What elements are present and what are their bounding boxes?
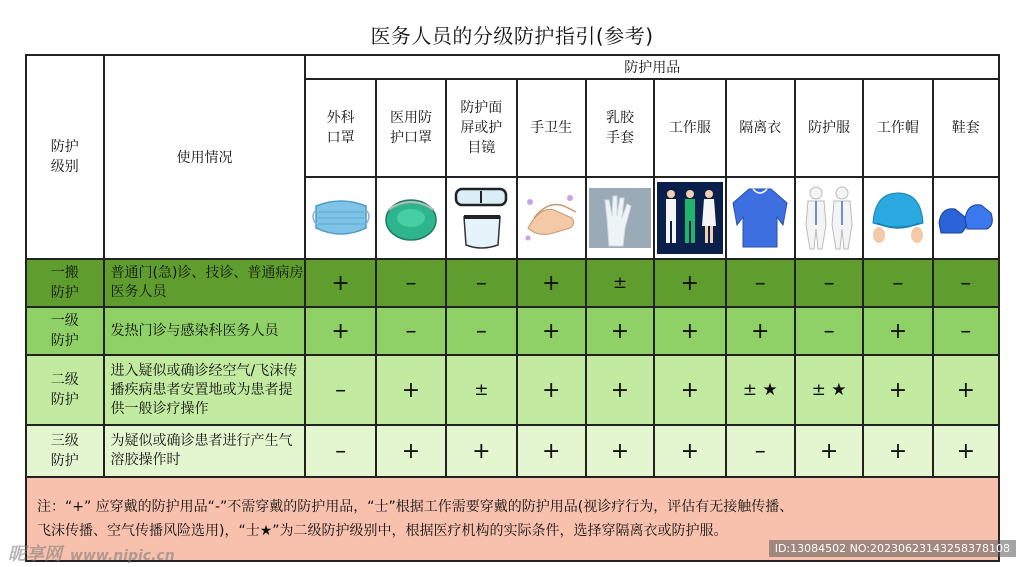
mark-cell: + <box>517 259 586 307</box>
hand-washing-icon <box>517 177 586 259</box>
mark-cell: + <box>376 425 446 477</box>
mark-cell: + <box>654 425 725 477</box>
item-header-latex-gloves: 乳胶手套 <box>586 79 654 177</box>
mark-cell: – <box>933 259 999 307</box>
mark-cell: – <box>446 307 516 355</box>
item-header-protective-suit: 防护服 <box>795 79 863 177</box>
item-header-hand-hygiene: 手卫生 <box>517 79 586 177</box>
surgical-mask-icon <box>305 177 375 259</box>
page-title: 医务人员的分级防护指引(参考) <box>370 24 654 48</box>
mark-cell: + <box>654 355 725 425</box>
mark-cell: + <box>446 425 516 477</box>
mark-cell: + <box>726 307 795 355</box>
n95-mask-icon <box>376 177 446 259</box>
mark-cell: + <box>863 355 932 425</box>
level-column-header: 防护级别 <box>26 55 104 259</box>
mark-cell: + <box>795 425 863 477</box>
usage-column-header: 使用情况 <box>104 55 306 259</box>
table-row <box>26 425 999 477</box>
mark-cell: + <box>586 355 654 425</box>
protection-guide-table <box>25 54 1000 562</box>
isolation-gown-icon <box>726 177 795 259</box>
mark-cell: + <box>517 425 586 477</box>
item-header-work-uniform: 工作服 <box>654 79 725 177</box>
shoe-cover-icon <box>933 177 999 259</box>
table-row <box>26 355 999 425</box>
mark-cell: + <box>376 355 446 425</box>
item-header-work-cap: 工作帽 <box>863 79 932 177</box>
goggles-face-shield-icon <box>446 177 516 259</box>
mark-cell: – <box>446 259 516 307</box>
mark-cell: + <box>586 307 654 355</box>
mark-cell: – <box>376 259 446 307</box>
mark-cell: + <box>305 307 375 355</box>
level-cell: 一搬防护 <box>26 259 104 307</box>
mark-cell: – <box>726 425 795 477</box>
note-line-2: 飞沫传播、空气传播风险选用)，“士★”为二级防护级别中，根据医疗机构的实际条件，选择穿隔离衣或防护服。 <box>37 523 728 539</box>
mark-cell: ± ★ <box>795 355 863 425</box>
mark-cell: ± ★ <box>726 355 795 425</box>
latex-gloves-icon <box>586 177 654 259</box>
mark-cell: + <box>305 259 375 307</box>
mark-cell: + <box>586 425 654 477</box>
mark-cell: + <box>933 355 999 425</box>
table-row <box>26 259 999 307</box>
table-row <box>26 307 999 355</box>
usage-cell: 为疑似或确诊患者进行产生气溶胶操作时 <box>104 425 306 477</box>
mark-cell: – <box>305 425 375 477</box>
mark-cell: – <box>795 307 863 355</box>
usage-cell: 发热门诊与感染科医务人员 <box>104 307 306 355</box>
mark-cell: + <box>933 425 999 477</box>
mark-cell: – <box>305 355 375 425</box>
mark-cell: – <box>795 259 863 307</box>
level-cell: 二级防护 <box>26 355 104 425</box>
mark-cell: ± <box>446 355 516 425</box>
usage-cell: 普通门(急)诊、技诊、普通病房医务人员 <box>104 259 306 307</box>
mark-cell: + <box>654 259 725 307</box>
item-header-shoe-cover: 鞋套 <box>933 79 999 177</box>
supplies-group-header: 防护用品 <box>305 55 999 79</box>
protective-suit-icon <box>795 177 863 259</box>
mark-cell: + <box>654 307 725 355</box>
mark-cell: – <box>863 259 932 307</box>
item-header-surgical-mask: 外科口罩 <box>305 79 375 177</box>
mark-cell: + <box>517 355 586 425</box>
mark-cell: + <box>863 307 932 355</box>
mark-cell: ± <box>586 259 654 307</box>
item-header-goggles: 防护面屏或护目镜 <box>446 79 516 177</box>
mark-cell: – <box>933 307 999 355</box>
watermark-id: ID:13084502 NO:20230623143258378108 <box>769 540 1016 557</box>
mark-cell: + <box>863 425 932 477</box>
mark-cell: + <box>517 307 586 355</box>
mark-cell: – <box>376 307 446 355</box>
work-cap-icon <box>863 177 932 259</box>
usage-cell: 进入疑似或确诊经空气/飞沫传播疾病患者安置地或为患者提供一般诊疗操作 <box>104 355 306 425</box>
item-header-n95-mask: 医用防护口罩 <box>376 79 446 177</box>
note-line-1: 注：“+” 应穿戴的防护用品“-”不需穿戴的防护用品，“士”根据工作需要穿戴的防护用品(视诊疗行为，评估有无接触传播、 <box>37 499 794 515</box>
level-cell: 三级防护 <box>26 425 104 477</box>
watermark-logo: 昵享网 www.nipic.cn <box>8 544 175 565</box>
level-cell: 一级防护 <box>26 307 104 355</box>
work-uniform-icon <box>654 177 725 259</box>
mark-cell: – <box>726 259 795 307</box>
item-header-isolation-gown: 隔离衣 <box>726 79 795 177</box>
